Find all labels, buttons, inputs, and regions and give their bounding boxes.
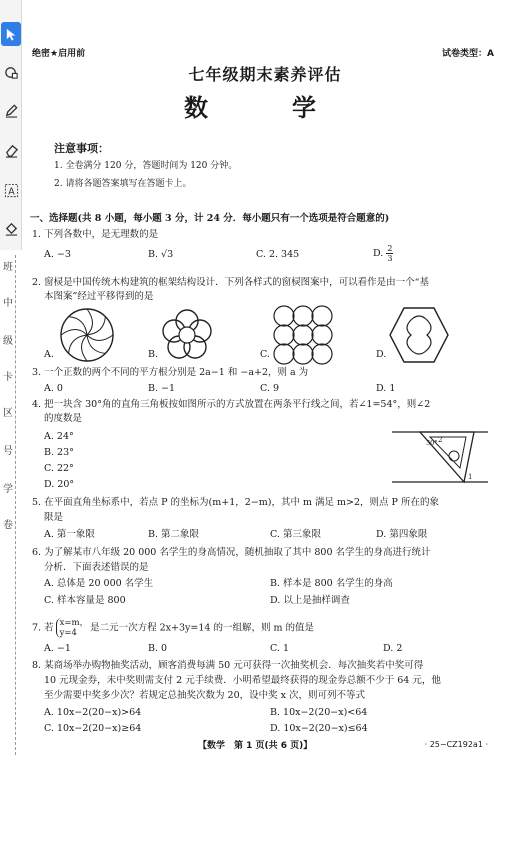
window-pattern-a	[58, 306, 116, 364]
q7-option-b: B. 0	[148, 643, 168, 654]
shapes-icon	[4, 65, 19, 80]
question-3-stem: 3. 一个正数的两个不同的平方根分别是 2a−1 和 −a+2，则 a 为	[32, 367, 309, 378]
triangle-parallel-lines-figure	[390, 428, 490, 488]
margin-label: 卡	[3, 372, 13, 383]
section-heading: 一、选择题(共 8 小题，每小题 3 分，计 24 分．每小题只有一个选项是符合题意的)	[30, 213, 390, 224]
angle-1-label: 1	[468, 473, 473, 481]
q4-option-c: C. 22°	[44, 463, 74, 474]
eraser-icon	[4, 143, 19, 158]
q1-option-a: A. −3	[44, 249, 71, 260]
notice-title: 注意事项：	[54, 142, 109, 155]
question-1-stem: 1. 下列各数中，是无理数的是	[32, 229, 159, 240]
question-7-stem: 7. 若 x=m， y=4 是二元一次方程 2x+3y=14 的一组解，则 m 的值是	[32, 618, 314, 638]
pointer-icon	[4, 27, 19, 42]
window-pattern-d	[388, 306, 450, 364]
q2-option-c: C.	[260, 349, 270, 360]
binding-line	[15, 255, 16, 755]
shapes-tool-button[interactable]	[1, 60, 21, 84]
q1-option-b: B. √3	[148, 249, 174, 260]
q3-option-d: D. 1	[376, 383, 396, 394]
window-pattern-b	[158, 306, 216, 364]
pointer-tool-button[interactable]	[1, 22, 21, 46]
q4-option-a: A. 24°	[44, 431, 74, 442]
angle-30-label: 30°	[426, 439, 438, 447]
question-6-stem-line: 分析．下面表述错误的是	[44, 562, 149, 573]
text-tool-button[interactable]	[1, 178, 21, 202]
angle-2-label: 2	[438, 436, 443, 444]
text-icon	[4, 183, 19, 198]
q4-option-b: B. 23°	[44, 447, 74, 458]
exam-paper	[28, 0, 502, 790]
paper-type: 试卷类型：A	[442, 49, 494, 59]
q2-option-b: B.	[148, 349, 159, 360]
pen-icon	[4, 103, 19, 118]
q3-option-b: B. −1	[148, 383, 176, 394]
q1-option-c: C. 2. 345	[256, 249, 300, 260]
margin-label: 学	[3, 484, 13, 495]
question-8-stem-line: 至少需要中奖多少次？若规定总抽奖次数为 20，设中奖 x 次，则可列不等式	[44, 690, 366, 701]
margin-label: 级	[3, 336, 13, 347]
margin-label: 卷	[3, 520, 13, 531]
margin-label: 号	[3, 446, 13, 457]
q5-option-a: A. 第一象限	[44, 529, 95, 540]
q8-option-b: B. 10x−2(20−x)<64	[270, 707, 368, 718]
q8-option-a: A. 10x−2(20−x)>64	[44, 707, 142, 718]
q1-option-d: D. $\frac{2}{3}$	[373, 244, 393, 263]
question-8-stem-line: 10 元现金券，未中奖则需支付 2 元手续费．小明希望最终获得的现金券总额不少于 64 元，他	[44, 675, 441, 686]
q5-option-b: B. 第二象限	[148, 529, 200, 540]
secret-label: 绝密★启用前	[32, 49, 86, 59]
pen-tool-button[interactable]	[1, 98, 21, 122]
question-2-stem-line: 本图案”经过平移得到的是	[44, 291, 154, 302]
notice-item: 2. 请将各题答案填写在答题卡上。	[54, 179, 192, 189]
fill-icon	[4, 221, 19, 236]
q6-option-a: A. 总体是 20 000 名学生	[44, 578, 154, 589]
eraser-tool-button[interactable]	[1, 138, 21, 162]
q7-option-c: C. 1	[270, 643, 290, 654]
q2-option-a: A.	[44, 349, 54, 360]
question-6-stem-line: 6. 为了解某市八年级 20 000 名学生的身高情况，随机抽取了其中 800 名学生的身高进行统计	[32, 547, 431, 558]
annotation-toolbar	[0, 0, 22, 250]
svg-text:A: A	[7, 185, 15, 197]
question-8-stem-line: 8. 某商场举办购物抽奖活动，顾客消费每满 50 元可获得一次抽奖机会．每次抽奖若中奖可得	[32, 660, 424, 671]
q3-option-c: C. 9	[260, 383, 280, 394]
subject-title: 数 学	[184, 93, 346, 122]
page-footer: 【数学 第 1 页(共 6 页)】	[198, 741, 313, 751]
q8-option-c: C. 10x−2(20−x)≥64	[44, 723, 142, 734]
q5-option-d: D. 第四象限	[376, 529, 428, 540]
q5-option-c: C. 第三象限	[270, 529, 321, 540]
q3-option-a: A. 0	[44, 383, 63, 394]
question-5-stem-line: 限是	[44, 512, 64, 523]
margin-label: 中	[3, 298, 13, 309]
q6-option-c: C. 样本容量是 800	[44, 595, 126, 606]
question-4-stem-line: 的度数是	[44, 413, 83, 424]
margin-label: 班	[3, 262, 13, 273]
window-pattern-c	[272, 304, 334, 366]
paper-code: · 25−CZ192a1 ·	[424, 740, 488, 749]
q4-option-d: D. 20°	[44, 479, 75, 490]
q6-option-b: B. 样本是 800 名学生的身高	[270, 578, 393, 589]
q7-option-a: A. −1	[44, 643, 71, 654]
q8-option-d: D. 10x−2(20−x)≤64	[270, 723, 368, 734]
exam-title: 七年级期末素养评估	[188, 65, 342, 84]
question-5-stem-line: 5. 在平面直角坐标系中，若点 P 的坐标为(m+1，2−m)，其中 m 满足 m>2，则点 P 所在的象	[32, 497, 439, 508]
notice-item: 1. 全卷满分 120 分，答题时间为 120 分钟。	[54, 161, 238, 171]
q7-option-d: D. 2	[383, 643, 403, 654]
fill-tool-button[interactable]	[1, 216, 21, 240]
question-4-stem-line: 4. 把一块含 30°角的直角三角板按如图所示的方式放置在两条平行线之间，若∠1=54°，则∠2	[32, 399, 431, 410]
q6-option-d: D. 以上是抽样调查	[270, 595, 350, 606]
margin-label: 区	[3, 408, 13, 419]
question-2-stem-line: 2. 窗棂是中国传统木构建筑的框架结构设计．下列各样式的窗棂图案中，可以看作是由一个“基	[32, 277, 429, 288]
q2-option-d: D.	[376, 349, 387, 360]
